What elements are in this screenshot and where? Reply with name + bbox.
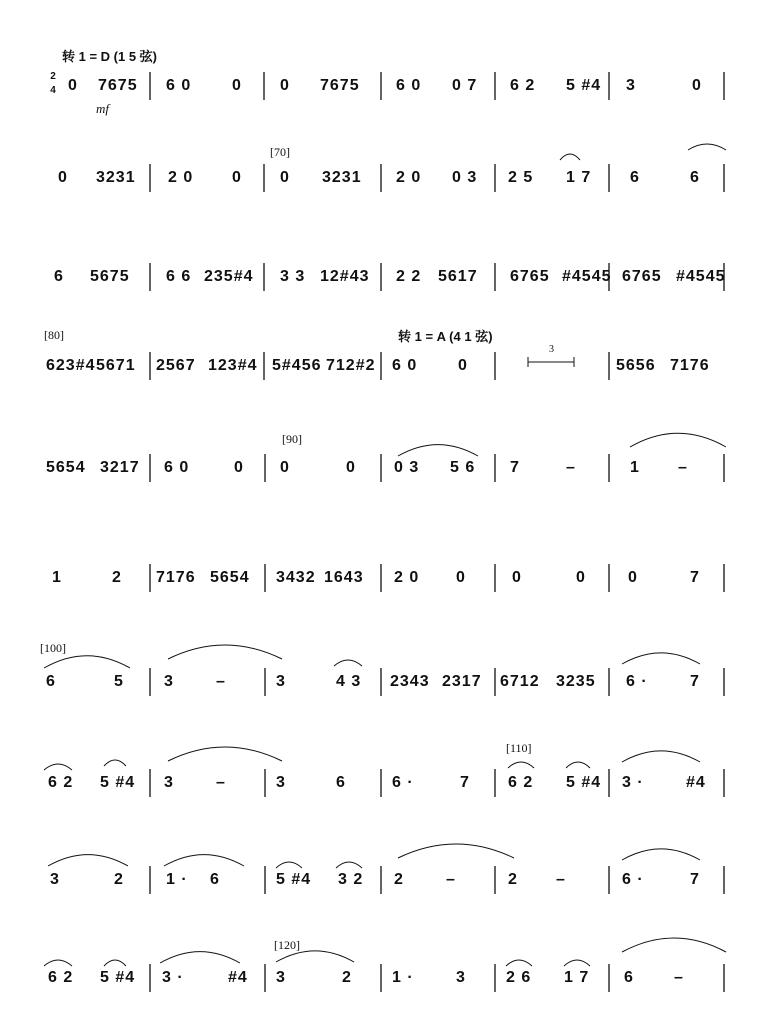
note-group: – bbox=[674, 969, 684, 986]
note-group: 0 bbox=[232, 169, 242, 186]
note-group: 2 6 bbox=[506, 969, 532, 986]
note-group: 0 bbox=[346, 459, 356, 476]
note-group: 2 bbox=[114, 871, 124, 888]
tie-mark bbox=[688, 144, 726, 150]
time-signature-bottom: 4 bbox=[50, 85, 56, 96]
note-group: #4545 bbox=[562, 268, 612, 285]
note-group: 0 bbox=[232, 77, 242, 94]
note-group: 3 · bbox=[622, 774, 644, 791]
note-group: 2 0 bbox=[394, 569, 420, 586]
note-group: 5 bbox=[114, 673, 124, 690]
note-group: – bbox=[216, 673, 226, 690]
tie-mark bbox=[44, 960, 72, 966]
note-group: 1 7 bbox=[564, 969, 590, 986]
note-group: 0 3 bbox=[452, 169, 478, 186]
note-group: 2317 bbox=[442, 673, 482, 690]
note-group: 0 bbox=[458, 357, 468, 374]
note-group: – bbox=[446, 871, 456, 888]
note-group: 3 bbox=[276, 673, 286, 690]
tie-mark bbox=[104, 960, 126, 966]
note-group: 2567 bbox=[156, 357, 196, 374]
note-group: 3 bbox=[276, 774, 286, 791]
note-group: #4 bbox=[686, 774, 706, 791]
note-group: 7176 bbox=[670, 357, 710, 374]
note-group: 623#4 bbox=[46, 357, 96, 374]
slur-arc bbox=[160, 952, 240, 963]
note-group: 5 6 bbox=[450, 459, 476, 476]
note-group: 1 bbox=[630, 459, 640, 476]
note-group: 6 · bbox=[626, 673, 648, 690]
tie-mark bbox=[336, 862, 362, 868]
note-group: 1643 bbox=[324, 569, 364, 586]
note-group: 0 bbox=[234, 459, 244, 476]
tie-mark bbox=[506, 960, 532, 966]
note-group: 6 bbox=[630, 169, 640, 186]
note-group: 5656 bbox=[616, 357, 656, 374]
note-group: 6 bbox=[210, 871, 220, 888]
note-group: 5 #4 bbox=[276, 871, 312, 888]
note-group: 0 bbox=[68, 77, 78, 94]
note-group: 7 bbox=[690, 569, 700, 586]
tie-mark bbox=[508, 762, 534, 768]
slur-arc bbox=[168, 645, 282, 659]
note-group: 7 bbox=[510, 459, 520, 476]
note-group: 3 · bbox=[162, 969, 184, 986]
note-group: 5675 bbox=[90, 268, 130, 285]
tie-mark bbox=[566, 762, 590, 768]
note-group: 2343 bbox=[390, 673, 430, 690]
note-group: 3 3 bbox=[280, 268, 306, 285]
note-group: 0 7 bbox=[452, 77, 478, 94]
note-group: 6 0 bbox=[164, 459, 190, 476]
key-change-marking-second: 转 1 = A (4 1 弦) bbox=[398, 329, 493, 344]
tie-mark bbox=[560, 154, 580, 160]
note-group: 123#4 bbox=[208, 357, 258, 374]
note-group: 3 bbox=[164, 673, 174, 690]
slur-arc bbox=[622, 849, 700, 860]
note-group: 6 2 bbox=[508, 774, 534, 791]
dynamic-marking: mf bbox=[96, 101, 109, 116]
note-group: 6 · bbox=[392, 774, 414, 791]
rehearsal-number: [100] bbox=[40, 641, 66, 655]
slur-arc bbox=[164, 855, 244, 866]
note-group: 0 bbox=[628, 569, 638, 586]
note-group: 12#43 bbox=[320, 268, 370, 285]
note-group: 5 #4 bbox=[100, 774, 136, 791]
note-group: 0 bbox=[280, 459, 290, 476]
note-group: 5 #4 bbox=[566, 774, 602, 791]
note-group: 3235 bbox=[556, 673, 596, 690]
note-group: 6 2 bbox=[48, 969, 74, 986]
note-group: 7675 bbox=[98, 77, 138, 94]
note-group: 2 bbox=[508, 871, 518, 888]
note-group: 1 · bbox=[392, 969, 414, 986]
note-group: 7 bbox=[690, 871, 700, 888]
note-group: 2 bbox=[342, 969, 352, 986]
note-group: 7176 bbox=[156, 569, 196, 586]
note-group: 3231 bbox=[322, 169, 362, 186]
tie-mark bbox=[44, 764, 72, 770]
tie-mark bbox=[276, 862, 302, 868]
note-group: 5617 bbox=[438, 268, 478, 285]
note-group: 5654 bbox=[210, 569, 250, 586]
slur-arc bbox=[168, 747, 282, 761]
slur-arc bbox=[622, 653, 700, 664]
note-group: 1 7 bbox=[566, 169, 592, 186]
note-group: 7 bbox=[690, 673, 700, 690]
tuplet-number: 3 bbox=[549, 344, 554, 355]
slur-arc bbox=[44, 656, 130, 668]
note-group: 3 bbox=[164, 774, 174, 791]
note-group: 6 0 bbox=[392, 357, 418, 374]
note-group: 6 bbox=[336, 774, 346, 791]
note-group: 0 bbox=[58, 169, 68, 186]
rehearsal-number: [110] bbox=[506, 741, 532, 755]
slur-arc bbox=[48, 855, 128, 866]
note-group: 5 #4 bbox=[100, 969, 136, 986]
note-group: 3 bbox=[626, 77, 636, 94]
key-change-marking: 转 1 = D (1 5 弦) bbox=[62, 49, 157, 64]
note-group: 5671 bbox=[96, 357, 136, 374]
note-group: 2 bbox=[394, 871, 404, 888]
rehearsal-number: [90] bbox=[282, 432, 302, 446]
note-group: 5 #4 bbox=[566, 77, 602, 94]
note-group: 6 6 bbox=[166, 268, 192, 285]
note-group: 6 2 bbox=[510, 77, 536, 94]
note-group: 3 2 bbox=[338, 871, 364, 888]
slur-arc bbox=[630, 433, 726, 447]
note-group: 6765 bbox=[622, 268, 662, 285]
note-group: 2 bbox=[112, 569, 122, 586]
note-group: #4545 bbox=[676, 268, 726, 285]
note-group: 6 0 bbox=[396, 77, 422, 94]
note-group: 1 bbox=[52, 569, 62, 586]
note-group: 2 5 bbox=[508, 169, 534, 186]
note-group: 0 bbox=[512, 569, 522, 586]
note-group: 6 bbox=[54, 268, 64, 285]
note-group: – bbox=[566, 459, 576, 476]
note-group: 6 · bbox=[622, 871, 644, 888]
note-group: – bbox=[556, 871, 566, 888]
note-group: 3217 bbox=[100, 459, 140, 476]
tie-mark bbox=[564, 960, 590, 966]
slur-arc bbox=[398, 445, 478, 456]
time-signature-top: 2 bbox=[50, 71, 56, 82]
note-group: 6 bbox=[624, 969, 634, 986]
note-group: 5#456 bbox=[272, 357, 322, 374]
note-group: 3432 bbox=[276, 569, 316, 586]
note-group: 235#4 bbox=[204, 268, 254, 285]
note-group: 0 bbox=[576, 569, 586, 586]
note-group: 0 bbox=[692, 77, 702, 94]
note-group: 3 bbox=[456, 969, 466, 986]
note-group: 4 3 bbox=[336, 673, 362, 690]
note-group: 3 bbox=[50, 871, 60, 888]
note-group: 6 bbox=[690, 169, 700, 186]
note-group: 712#2 bbox=[326, 357, 376, 374]
rehearsal-number: [80] bbox=[44, 328, 64, 342]
note-group: #4 bbox=[228, 969, 248, 986]
tie-mark bbox=[104, 760, 126, 766]
slur-arc bbox=[622, 938, 726, 952]
slur-arc bbox=[398, 844, 514, 858]
note-group: 2 0 bbox=[396, 169, 422, 186]
note-group: – bbox=[216, 774, 226, 791]
note-group: 6 2 bbox=[48, 774, 74, 791]
slur-arc bbox=[622, 751, 700, 762]
rehearsal-number: [120] bbox=[274, 938, 300, 952]
note-group: 0 bbox=[280, 77, 290, 94]
note-group: 7675 bbox=[320, 77, 360, 94]
note-group: 6 bbox=[46, 673, 56, 690]
note-group: 6712 bbox=[500, 673, 540, 690]
note-group: 6765 bbox=[510, 268, 550, 285]
note-group: 2 2 bbox=[396, 268, 422, 285]
note-group: 0 bbox=[280, 169, 290, 186]
note-group: 3 bbox=[276, 969, 286, 986]
note-group: 2 0 bbox=[168, 169, 194, 186]
note-group: – bbox=[678, 459, 688, 476]
note-group: 6 0 bbox=[166, 77, 192, 94]
slur-arc bbox=[334, 660, 362, 666]
note-group: 1 · bbox=[166, 871, 188, 888]
rehearsal-number: [70] bbox=[270, 145, 290, 159]
note-group: 5654 bbox=[46, 459, 86, 476]
note-group: 7 bbox=[460, 774, 470, 791]
note-group: 0 bbox=[456, 569, 466, 586]
note-group: 3231 bbox=[96, 169, 136, 186]
note-group: 0 3 bbox=[394, 459, 420, 476]
